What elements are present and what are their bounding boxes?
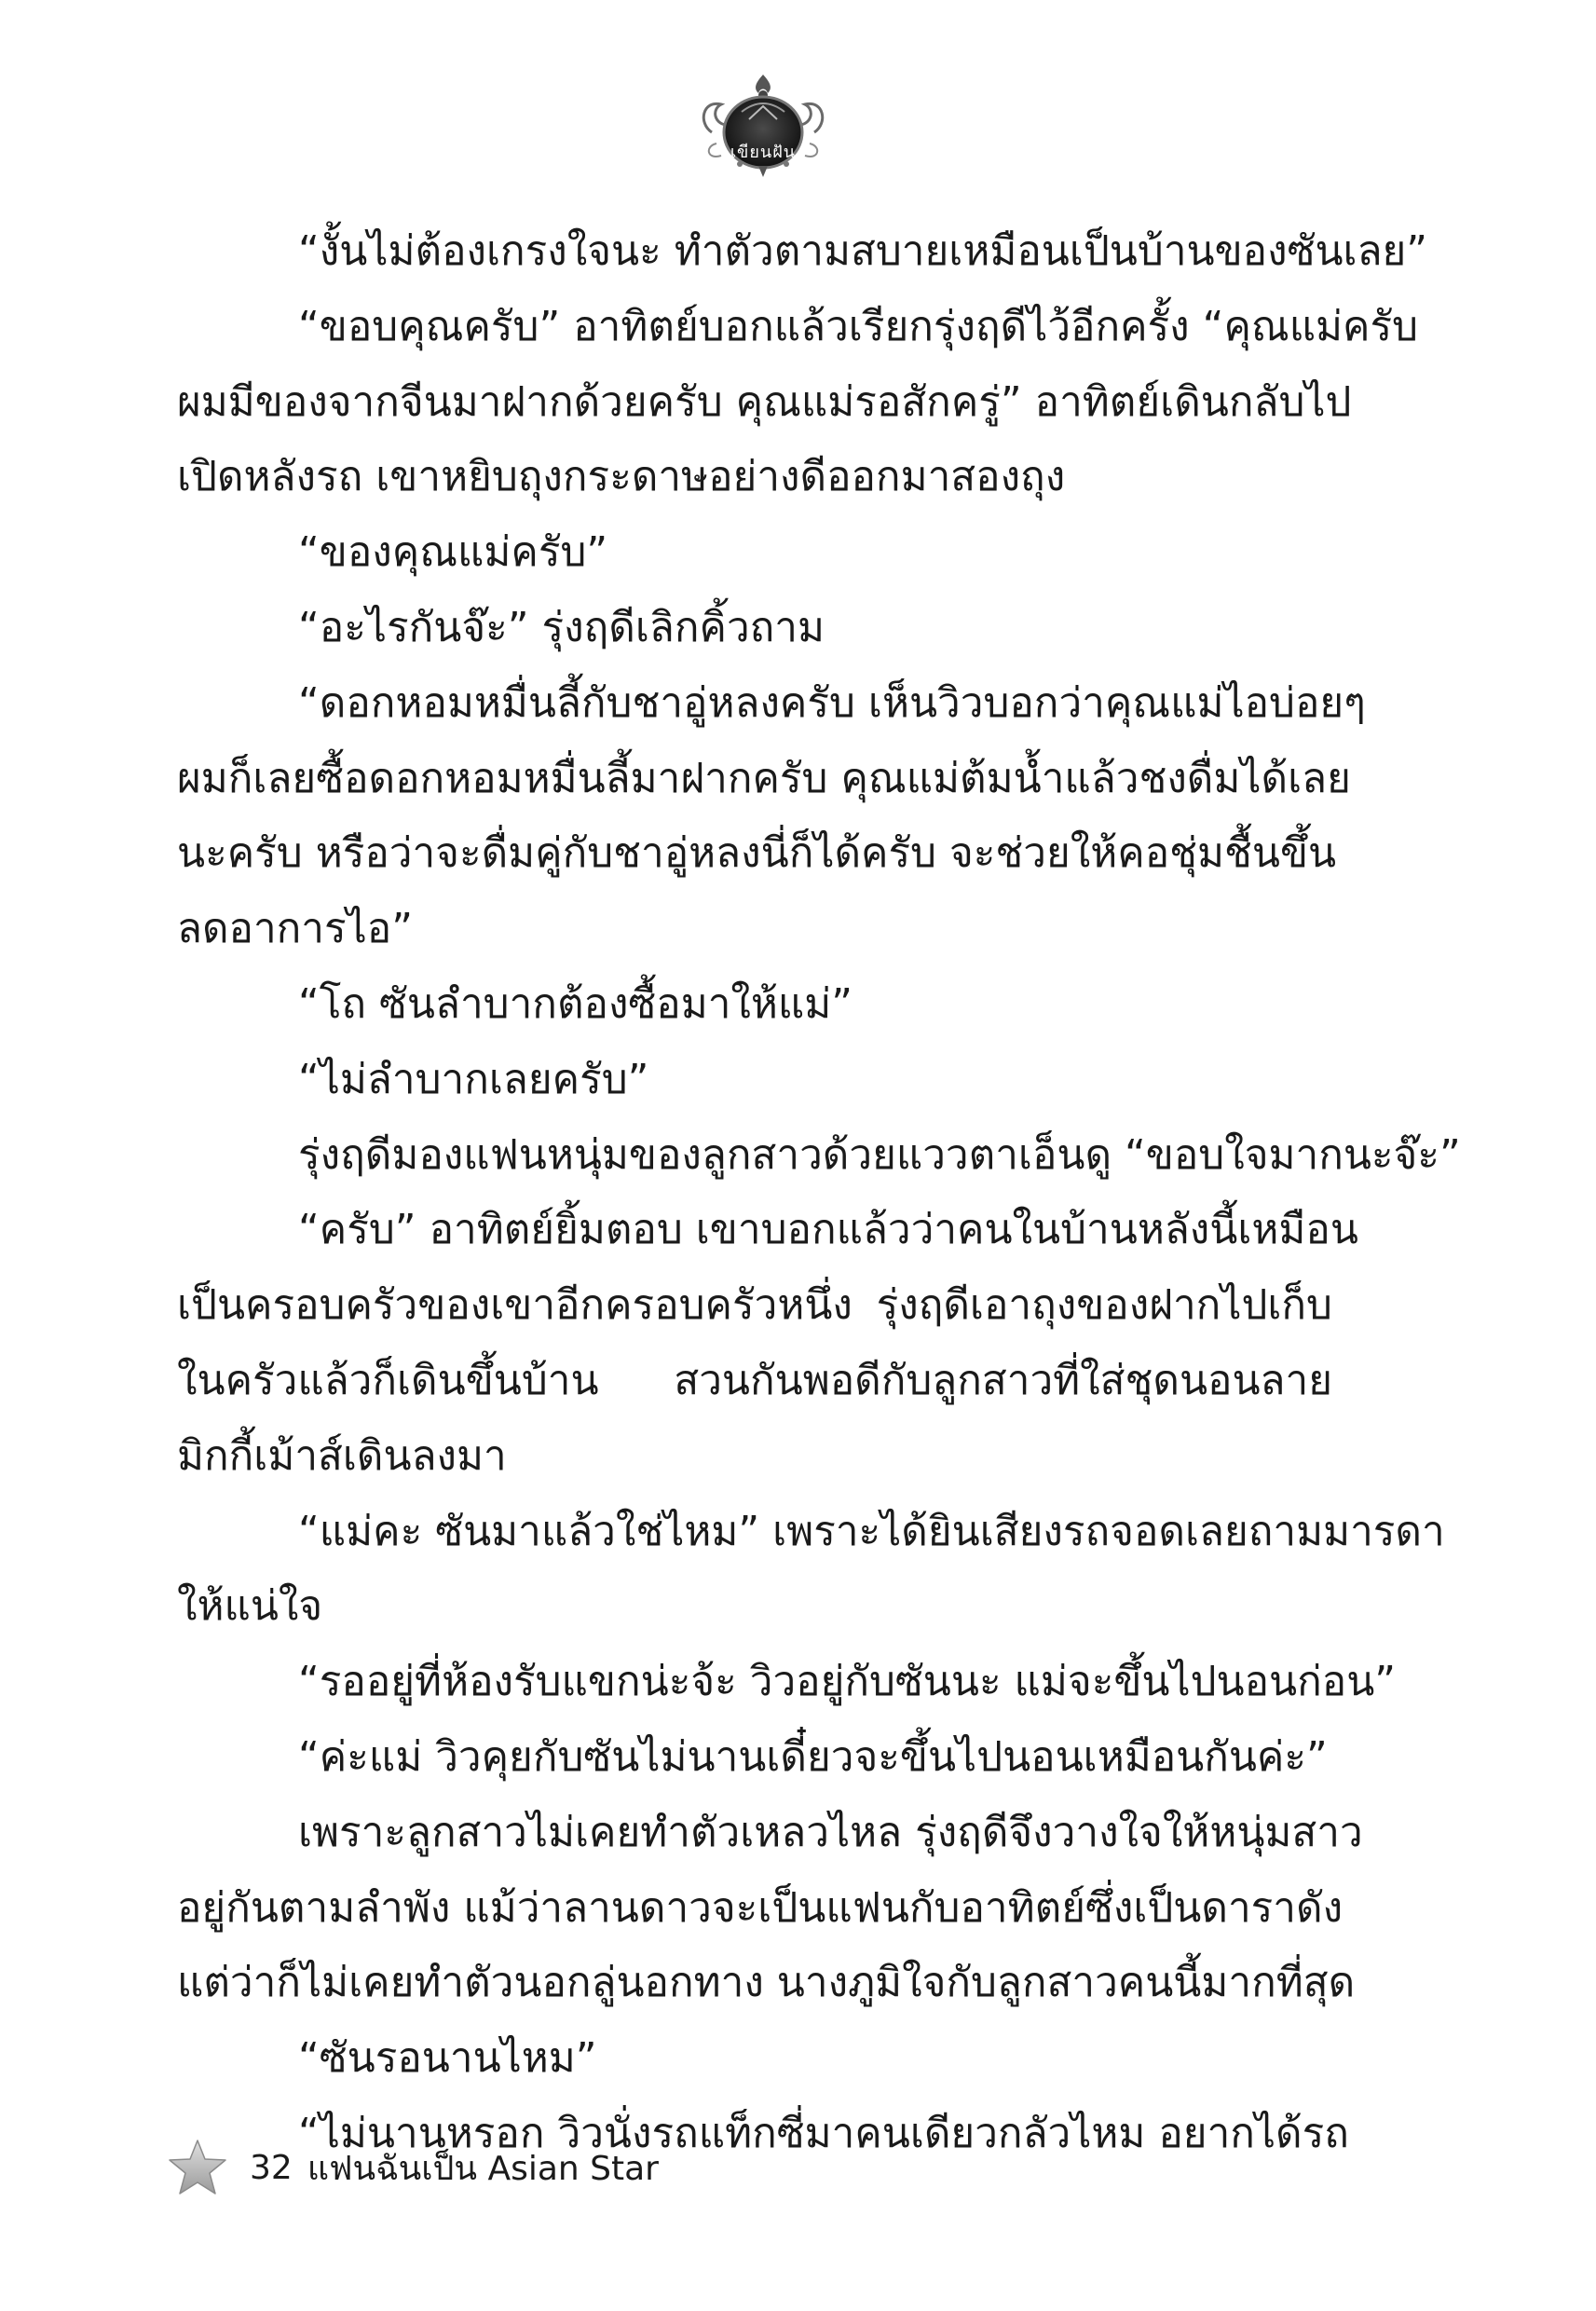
text-line: “ซันรอนานไหม” [298,2034,597,2083]
book-title: แฟนฉันเป็น Asian Star [307,2149,659,2188]
publisher-logo [693,67,833,179]
text-line: “อะไรกันจ๊ะ” รุ่งฤดีเลิกคิ้วถาม [298,603,825,651]
text-line: รุ่งฤดีมองแฟนหนุ่มของลูกสาวด้วยแววตาเอ็นดู “ขอบใจมากนะจ๊ะ” [298,1130,1461,1179]
text-line: ลดอาการไอ” [177,905,413,953]
text-line: “ไม่นานหรอก วิวนั่งรถแท็กซี่มาคนเดียวกลัวไหม อยากได้รถ [298,2109,1349,2157]
text-line: “โถ ซันลำบากต้องซื้อมาให้แม่” [298,979,853,1028]
text-line: ผมก็เลยซื้อดอกหอมหมื่นลี้มาฝากครับ คุณแม่ต้มน้ำแล้วชงดื่มได้เลย [177,754,1351,802]
page-number: 32 [250,2148,293,2187]
text-line: “ดอกหอมหมื่นลี้กับชาอู่หลงครับ เห็นวิวบอกว่าคุณแม่ไอบ่อยๆ [298,678,1366,727]
text-line: “ค่ะแม่ วิวคุยกับซันไม่นานเดี๋ยวจะขึ้นไปนอนเหมือนกันค่ะ” [298,1732,1328,1781]
logo-label: เขียนฝัน [730,143,797,162]
text-line: แต่ว่าก็ไม่เคยทำตัวนอกลู่นอกทาง นางภูมิใจกับลูกสาวคนนี้มากที่สุด [177,1959,1356,2007]
text-line: “รออยู่ที่ห้องรับแขกน่ะจ้ะ วิวอยู่กับซันนะ แม่จะขึ้นไปนอนก่อน” [298,1658,1397,1706]
text-line: เปิดหลังรถ เขาหยิบถุงกระดาษอย่างดีออกมาสองถุง [177,453,1066,501]
page-footer [168,2132,659,2203]
text-line: ผมมีของจากจีนมาฝากด้วยครับ คุณแม่รอสักครู่” อาทิตย์เดินกลับไป [177,377,1352,426]
text-line: เพราะลูกสาวไม่เคยทำตัวเหลวไหล รุ่งฤดีจึงวางใจให้หนุ่มสาว [298,1808,1363,1856]
text-line: “ขอบคุณครับ” อาทิตย์บอกแล้วเรียกรุ่งฤดีไว้อีกครั้ง “คุณแม่ครับ [298,302,1419,350]
text-line: “ของคุณแม่ครับ” [298,528,608,577]
text-line: ในครัวแล้วก็เดินขึ้นบ้าน สวนกันพอดีกับลูกสาวที่ใส่ชุดนอนลาย [177,1356,1332,1404]
text-line: “แม่คะ ซันมาแล้วใช่ไหม” เพราะได้ยินเสียงรถจอดเลยถามมารดา [298,1507,1445,1555]
text-line: ให้แน่ใจ [177,1582,323,1631]
text-line: “ไม่ลำบากเลยครับ” [298,1055,649,1103]
text-line: นะครับ หรือว่าจะดื่มคู่กับชาอู่หลงนี่ก็ได้ครับ จะช่วยให้คอชุ่มชื้นขึ้น [177,829,1337,878]
text-line: อยู่กันตามลำพัง แม้ว่าลานดาวจะเป็นแฟนกับอาทิตย์ซึ่งเป็นดาราดัง [177,1883,1344,1932]
text-line: “งั้นไม่ต้องเกรงใจนะ ทำตัวตามสบายเหมือนเป็นบ้านของซันเลย” [298,227,1428,275]
text-line: มิกกี้เม้าส์เดินลงมา [177,1431,507,1480]
body-text [177,214,1461,2172]
text-line: “ครับ” อาทิตย์ยิ้มตอบ เขาบอกแล้วว่าคนในบ้านหลังนี้เหมือน [298,1206,1358,1254]
text-line: เป็นครอบครัวของเขาอีกครอบครัวหนึ่ง รุ่งฤดีเอาถุงของฝากไปเก็บ [177,1281,1332,1330]
star-icon [168,2138,227,2197]
